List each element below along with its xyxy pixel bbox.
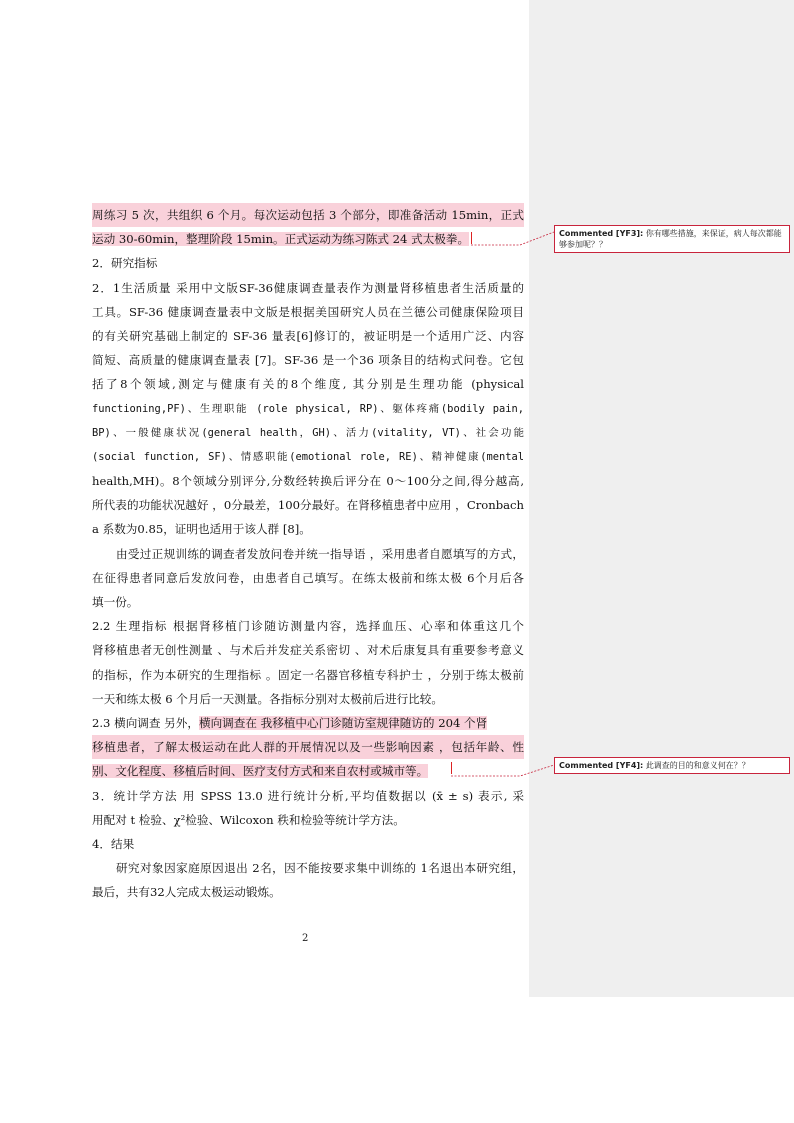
- comment-bubble[interactable]: [554, 225, 790, 253]
- text-line: a 系数为0.85，证明也适用于该人群 [8]。: [92, 522, 311, 537]
- text-line: 移植患者，了解太极运动在此人群的开展情况以及一些影响因素 ，包括年龄、性: [92, 735, 524, 759]
- highlighted-text: 别、文化程度、移植后时间、医疗支付方式和来自农村或城市等。: [92, 764, 429, 779]
- highlighted-text: 运动 30-60min，整理阶段 15min。正式运动为练习陈式 24 式太极拳。: [92, 232, 470, 247]
- text-line: 3．统计学方法 用 SPSS 13.0 进行统计分析,平均值数据以 (x̄ ± s) 表示, 采: [92, 788, 524, 803]
- text-line: 2.2 生理指标 根据肾移植门诊随访测量内容，选择血压、心率和体重这几个: [92, 619, 524, 634]
- text-line: 的指标，作为本研究的生理指标 。固定一名器官移植专科护士 ，分别于练太极前: [92, 667, 524, 682]
- text-line: 填一份。: [92, 595, 139, 609]
- comment-author-label: Commented [YF3]:: [559, 229, 644, 238]
- text-line: 的有关研究基础上制定的 SF-36 量表[6]修订的，被证明是一个适用广泛、内容: [92, 328, 524, 343]
- highlighted-text: 横向调查在 我移植中心门诊随访室规律随访的 204 个肾: [198, 715, 488, 730]
- document-body: [92, 203, 524, 904]
- comment-text: 你有哪些措施，来保证，病人每次都能够参加呢？？: [559, 229, 782, 249]
- text-line: 由受过正规训练的调查者发放问卷并统一指导语 ，采用患者自愿填写的方式，: [116, 546, 524, 561]
- section-heading: 2．研究指标: [92, 256, 158, 271]
- comment-author-label: Commented [YF4]:: [559, 761, 644, 770]
- comment-text: 此调查的目的和意义何在？？: [645, 761, 750, 770]
- text-line: 在征得患者同意后发放问卷，由患者自己填写。在练太极前和练太极 6个月后各: [92, 570, 524, 585]
- text-line: 一天和练太极 6 个月后一天测量。各指标分别对太极前后进行比较。: [92, 691, 443, 706]
- text-line: functioning,PF)、生理职能 (role physical, RP)、躯体疼痛(bodily pain,: [92, 402, 524, 415]
- comment-bubble[interactable]: [554, 757, 790, 774]
- section-heading: 4．结果: [92, 836, 135, 851]
- text-line: 2.3 横向调查 另外，横向调查在 我移植中心门诊随访室规律随访的 204 个肾: [92, 715, 488, 730]
- text-line: 工具。SF-36 健康调查量表中文版是根据美国研究人员在兰德公司健康保险项目: [92, 304, 524, 319]
- comment-anchor[interactable]: [451, 762, 452, 774]
- text-line: 肾移植患者无创性测量 、与术后并发症关系密切 、对术后康复具有重要参考意义: [92, 643, 524, 658]
- text-line: BP)、一般健康状况(general health，GH)、活力(vitality, VT)、社会功能: [92, 426, 524, 439]
- text-line: [92, 759, 524, 783]
- text-line: [92, 227, 524, 251]
- text-line: 用配对 t 检验、χ²检验、Wilcoxon 秩和检验等统计学方法。: [92, 812, 405, 827]
- comment-pane: [529, 0, 794, 997]
- text-line: 括了8个领域,测定与健康有关的8个维度, 其分别是生理功能 (physical: [92, 377, 524, 392]
- text-line: (social function, SF)、情感职能(emotional role, RE)、精神健康(mental: [92, 450, 524, 463]
- text-line: 所代表的功能状况越好 ，0分最差，100分最好。在肾移植患者中应用 ，Cronbach: [92, 498, 524, 513]
- comment-anchor[interactable]: [471, 232, 472, 244]
- text-line: 2．1生活质量 采用中文版SF-36健康调查量表作为测量肾移植患者生活质量的: [92, 280, 524, 295]
- text-line: 研究对象因家庭原因退出 2名，因不能按要求集中训练的 1名退出本研究组，: [116, 861, 524, 876]
- text-line: health,MH)。8个领域分别评分,分数经转换后评分在 0～100分之间,得分越高,: [92, 474, 524, 489]
- text-line: 最后，共有32人完成太极运动锻炼。: [92, 885, 281, 900]
- text-line: 周练习 5 次，共组织 6 个月。每次运动包括 3 个部分，即准备活动 15min，正式: [92, 203, 524, 227]
- page-number: 2: [302, 933, 309, 944]
- text-line: 简短、高质量的健康调查量表 [7]。SF-36 是一个36 项条目的结构式问卷。它包: [92, 353, 524, 368]
